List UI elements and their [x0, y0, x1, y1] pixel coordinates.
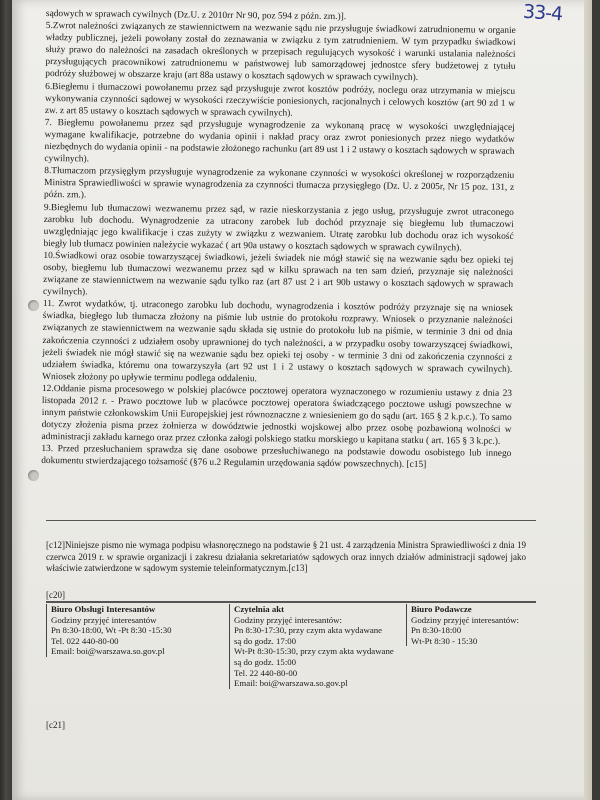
paragraph-5: 5.Zwrot należności związanych ze stawiennictwem na wezwanie sądu nie przysługuje świadkowi zatrudnionemu w organie władzy publicznej, jeżeli powołany został do zeznawania w związku z tym zatrudnieniem. W tym przypadku świadkowi służy prawo do należności na zasadach określonych w przepisach regulujących wysokość i warunki ustalania należności przysługujących pracownikowi zatrudnionemu w państwowej lub samorządowej jednostce sfery budżetowej z tytułu podróży służbowej w obszarze kraju (art 88a ustawy o kosztach sądowych w sprawach cywilnych).	[45, 21, 516, 84]
stacked-pages-edge	[584, 0, 592, 800]
office-title: Biuro Podawcze	[411, 604, 472, 614]
paragraph-9: 9.Biegłemu lub tłumaczowi wezwanemu przez sąd, w razie nieskorzystania z jego usług, przysługuje zwrot utraconego zarobku lub dochodu. Wynagrodzenie za utracony zarobek lub dochód przyznaje się biegłemu lub tłumaczowi uwzględniając jego kwalifikacje i czas zużyty w związku z wezwaniem. Utratę zarobku lub dochodu oraz ich wysokość biegły lub tłumacz powinien należycie wykazać ( art 90a ustawy o kosztach sądowych w sprawach cywilnych).	[43, 202, 514, 254]
code-marker-c21: [c21]	[46, 720, 65, 730]
instructions-body	[41, 8, 516, 472]
office-line: są do godz. 17:00	[234, 635, 297, 646]
section-divider	[46, 520, 536, 521]
office-line: są do godz. 15:00	[234, 656, 297, 667]
footer-divider	[46, 601, 536, 603]
paragraph-4-tail: sądowych w sprawach cywilnych (Dz.U. z 2010rr Nr 90, poz 594 z późn. zm.)].	[45, 8, 347, 23]
paragraph-13: 13. Przed przesłuchaniem sprawdza się dane osobowe przesłuchiwanego na podstawie dowodu osobistego lub innego dokumentu stwierdzającego tożsamość (§76 u.2 Regulamin urzędowania sądów powszechnych). [c15]	[41, 444, 512, 471]
office-info-customer-service	[46, 604, 221, 657]
office-line: Godziny przyjęć interesantów:	[234, 614, 342, 625]
document-page	[12, 0, 592, 800]
office-line: Pn 8:30-17:30, przy czym akta wydawane	[234, 625, 383, 636]
office-info-filing-office	[406, 604, 541, 646]
office-line: Godziny przyjęć interesantów	[51, 614, 157, 625]
office-line: Email: boi@warszawa.so.gov.pl	[51, 646, 165, 657]
code-marker-c20: [c20]	[46, 590, 65, 600]
paragraph-12: 12.Oddanie pisma procesowego w polskiej placówce pocztowej operatora wyznaczonego w rozumieniu ustawy z dnia 23 listopada 2012 r. - Prawo pocztowe lub w placówce pocztowej operatora świadczącego pocztowe usługi powszechne w innym państwie członkowskim Unii Europejskiej jest równoznaczne z wniesieniem go do sądu (art. 165 § 2 k.p.c.). To samo dotyczy złożenia pisma przez żołnierza w dowództwie jednostki wojskowej albo przez osobę pozbawioną wolności w administracji zakładu karnego oraz przez członka załogi polskiego statku morskiego u kapitana statku ( art. 165 § 3 k.pc.).	[41, 383, 513, 448]
handwritten-folio-number: 33-4	[522, 0, 563, 26]
paragraph-6: 6.Biegłemu i tłumaczowi powołanemu przez sąd przysługuje zwrot kosztów podróży, noclegu oraz utrzymania w miejscu wykonywania czynności sądowej w wysokości rzeczywiście poniesionych, racjonalnych i celowych kosztów (art 90 zd 1 w zw. z art 85 ustawy o kosztach sądowych w sprawach cywilnych).	[44, 81, 516, 119]
office-line: Godziny przyjęć interesantów:	[411, 614, 519, 625]
office-line: Pn 8:30-18:00	[411, 625, 462, 636]
paragraph-11: 11. Zwrot wydatków, tj. utraconego zarobku lub dochodu, wynagrodzenia i kosztów podróży przyznaje się na wniosek świadka, biegłego lub tłumacza złożony na piśmie lub ustnie do protokołu rozprawy. Wniosek o przyznanie należności związanych ze stawiennictwem na wezwanie sądu składa się ustnie do protokołu lub na piśmie, w terminie 3 dni od dnia zakończenia czynności z udziałem osoby uprawnionej do tych należności, a w przypadku osoby towarzyszącej świadkowi, jeżeli świadek nie mógł stawić się na wezwanie sądu bez opieki tej osoby - w terminie 3 dni od zakończenia czynności z udziałem świadka, któremu ona towarzyszyła (art 92 ust 1 i 2 ustawy o kosztach sądowych w sprawach cywilnych). Wniosek złożony po upływie terminu podlega oddaleniu.	[42, 299, 513, 385]
punch-hole	[28, 470, 39, 481]
office-title: Czytelnia akt	[234, 604, 285, 614]
office-line: Tel. 022 440-80-00	[51, 635, 119, 646]
office-line: Wt-Pt 8:30-15:30, przy czym akta wydawane	[234, 646, 394, 657]
office-line: Wt-Pt 8:30 - 15:30	[411, 635, 478, 646]
office-line: Pn 8:30-18:00, Wt -Pt 8:30 -15:30	[51, 625, 172, 636]
office-line: Tel. 22 440-80-00	[234, 667, 298, 678]
paragraph-7: 7. Biegłemu powołanemu przez sąd przysługuje wynagrodzenie za wykonaną pracę w wysokości uwzględniającej wymagane kwalifikacje, potrzebne do wydania opinii i nakład pracy oraz zwrot poniesionych przez niego wydatków niezbędnych do wydania opinii - na podstawie złożonego rachunku (art 89 ust 1 i 2 ustawy o kosztach sądowych w sprawach cywilnych).	[44, 117, 515, 165]
signature-footnote: [c12]Niniejsze pismo nie wymaga podpisu własnoręcznego na podstawie § 21 ust. 4 zarządzenia Ministra Sprawiedliwości z dnia 19 czerwca 2019 r. w sprawie organizacji i zakresu działania sekretariatów sądowych oraz innych działów administracji sądowej jako właściwie zatwierdzone w sądowym systemie teleinformatycznym.[c13]	[46, 540, 526, 573]
office-title: Biuro Obsługi Interesantów	[51, 604, 156, 614]
punch-hole	[28, 300, 39, 311]
paragraph-10: 10.Świadkowi oraz osobie towarzyszącej świadkowi, jeżeli świadek nie mógł stawić się na wezwanie sądu bez opieki tej osoby, biegłemu lub tłumaczowi wezwanemu przez sąd w kilku sprawach na ten sam dzień, przyznaje się należności związane ze stawiennictwem na wezwanie sądu tylko raz (art 87 ust 2 i art 90b ustawy o kosztach sądowych w sprawach cywilnych).	[42, 250, 514, 298]
paragraph-8: 8.Tłumaczom przysięgłym przysługuje wynagrodzenie za wykonane czynności w wysokości określonej w rozporządzeniu Ministra Sprawiedliwości w sprawie wynagrodzenia za czynności tłumacza przysięgłego (Dz. U. z 2005r, Nr 15 poz. 131, z późn. zm.).	[43, 166, 515, 201]
office-line: Email: boi@warszawa.so.gov.pl	[234, 678, 348, 689]
office-info-reading-room	[229, 604, 404, 689]
